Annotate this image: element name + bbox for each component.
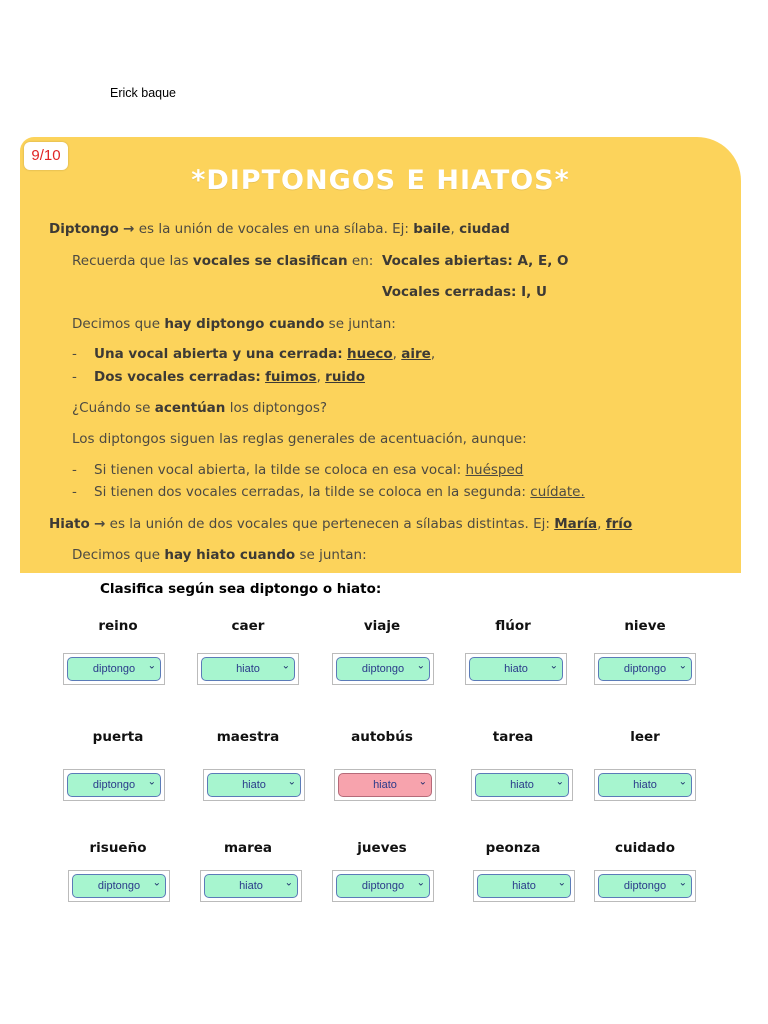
answer-dropdown-frame (471, 769, 573, 801)
cuando-text-3: los diptongos? (229, 400, 328, 416)
chevron-down-icon: ⌄ (555, 776, 564, 788)
decimos-hiato-line (72, 547, 367, 563)
answer-dropdown-frame (473, 870, 575, 902)
chevron-down-icon: ⌄ (678, 660, 687, 672)
answer-value: hiato (236, 663, 260, 675)
answer-select[interactable] (67, 773, 161, 797)
chevron-down-icon: ⌄ (678, 877, 687, 889)
page-title: *DIPTONGOS E HIATOS* (191, 165, 570, 196)
answer-dropdown-frame (594, 769, 696, 801)
quiz-word: jueves (357, 840, 407, 856)
answer-select[interactable] (475, 773, 569, 797)
answer-select[interactable] (598, 773, 692, 797)
quiz-word: marea (223, 840, 273, 856)
author-name: Erick baque (110, 86, 177, 100)
chevron-down-icon: ⌄ (416, 877, 425, 889)
example-ruido: ruido (325, 369, 365, 385)
answer-select[interactable] (336, 657, 430, 681)
answer-value: hiato (512, 880, 536, 892)
chevron-down-icon: ⌄ (418, 776, 427, 788)
example-huesped: huésped (465, 462, 524, 478)
recuerda-line (72, 253, 569, 269)
quiz-word: peonza (485, 840, 541, 856)
answer-dropdown-frame (200, 870, 302, 902)
answer-dropdown-frame (334, 769, 436, 801)
regla-1: - Si tienen vocal abierta, la tilde se coloca en esa vocal: huésped (72, 462, 524, 478)
right-arrow-icon: → (123, 221, 135, 237)
chevron-down-icon: ⌄ (281, 660, 290, 672)
chevron-down-icon: ⌄ (147, 660, 156, 672)
answer-select[interactable] (204, 874, 298, 898)
answer-dropdown-frame (332, 653, 434, 685)
answer-value: hiato (373, 779, 397, 791)
example-fuimos: fuimos (265, 369, 317, 385)
quiz-word: maestra (216, 729, 280, 745)
cuando-text-1: ¿Cuándo se (72, 400, 151, 416)
quiz-word: puerta (92, 729, 144, 745)
answer-dropdown-frame (63, 653, 165, 685)
decimos-text-1: Decimos que (72, 316, 161, 332)
diptongo-def-text: es la unión de vocales en una sílaba. Ej: (138, 221, 409, 237)
answer-value: hiato (510, 779, 534, 791)
regla-1-text: Si tienen vocal abierta, la tilde se coloca en esa vocal: (94, 462, 462, 478)
quiz-word: tarea (492, 729, 534, 745)
answer-select[interactable] (72, 874, 166, 898)
answer-value: hiato (504, 663, 528, 675)
bullet-2: - Dos vocales cerradas: fuimos, ruido (72, 369, 365, 385)
answer-dropdown-frame (63, 769, 165, 801)
reglas-line: Los diptongos siguen las reglas generales de acentuación, aunque: (72, 431, 527, 447)
example-baile: baile (413, 221, 451, 237)
answer-dropdown-frame (197, 653, 299, 685)
example-cuidate: cuídate. (530, 484, 585, 500)
quiz-word: leer (630, 729, 660, 745)
answer-select[interactable] (477, 874, 571, 898)
answer-dropdown-frame (465, 653, 567, 685)
recuerda-text-2: vocales se clasifican (192, 253, 348, 269)
quiz-word: autobús (351, 729, 413, 745)
quiz-word: risueño (89, 840, 147, 856)
chevron-down-icon: ⌄ (416, 660, 425, 672)
hiato-def-text: es la unión de dos vocales que pertenecen a sílabas distintas. Ej: (109, 516, 550, 532)
answer-select[interactable] (469, 657, 563, 681)
example-hueco: hueco (347, 346, 393, 362)
answer-value: hiato (239, 880, 263, 892)
hiato-dec-text-2: hay hiato cuando (164, 547, 296, 563)
answer-value: diptongo (623, 663, 667, 675)
regla-2-text: Si tienen dos vocales cerradas, la tilde se coloca en la segunda: (94, 484, 526, 500)
diptongo-definition: Diptongo → es la unión de vocales en una sílaba. Ej: baile, ciudad (49, 221, 510, 237)
answer-value: diptongo (361, 663, 405, 675)
vocales-cerradas: Vocales cerradas: I, U (382, 284, 547, 300)
hiato-definition: Hiato → es la unión de dos vocales que pertenecen a sílabas distintas. Ej: María, frío (49, 516, 633, 532)
recuerda-text-1: Recuerda que las (72, 253, 189, 269)
quiz-word: flúor (495, 618, 531, 634)
hiato-dec-text-3: se juntan: (299, 547, 367, 563)
quiz-word: reino (98, 618, 138, 634)
answer-select[interactable] (336, 874, 430, 898)
answer-select[interactable] (338, 773, 432, 797)
answer-select[interactable] (201, 657, 295, 681)
answer-value: diptongo (92, 779, 136, 791)
answer-select[interactable] (598, 657, 692, 681)
answer-select[interactable] (207, 773, 301, 797)
bullet-2-text: Dos vocales cerradas: (94, 369, 261, 385)
answer-dropdown-frame (594, 653, 696, 685)
bullet-1: - Una vocal abierta y una cerrada: hueco, aire, (72, 346, 436, 362)
answer-dropdown-frame (332, 870, 434, 902)
chevron-down-icon: ⌄ (678, 776, 687, 788)
cuando-text-2: acentúan (154, 400, 226, 416)
vocales-cerradas-line (382, 284, 547, 300)
regla-2: - Si tienen dos vocales cerradas, la tilde se coloca en la segunda: cuídate. (72, 484, 585, 500)
chevron-down-icon: ⌄ (147, 776, 156, 788)
recuerda-text-3: en: (351, 253, 374, 269)
quiz-word: viaje (363, 618, 401, 634)
quiz-word: nieve (624, 618, 666, 634)
chevron-down-icon: ⌄ (549, 660, 558, 672)
answer-value: hiato (633, 779, 657, 791)
answer-dropdown-frame (203, 769, 305, 801)
quiz-word: caer (231, 618, 265, 634)
quiz-instruction: Clasifica según sea diptongo o hiato: (100, 581, 382, 597)
answer-dropdown-frame (594, 870, 696, 902)
example-aire: aire (401, 346, 431, 362)
answer-select[interactable] (67, 657, 161, 681)
chevron-down-icon: ⌄ (287, 776, 296, 788)
vocales-abiertas: Vocales abiertas: A, E, O (381, 253, 569, 269)
cuando-line (72, 400, 327, 416)
answer-value: hiato (242, 779, 266, 791)
answer-value: diptongo (97, 880, 141, 892)
decimos-text-2: hay diptongo cuando (164, 316, 325, 332)
chevron-down-icon: ⌄ (152, 877, 161, 889)
example-ciudad: ciudad (459, 221, 510, 237)
diptongo-term: Diptongo (49, 221, 119, 237)
hiato-term: Hiato (49, 516, 90, 532)
score-badge: 9/10 (24, 142, 68, 170)
example-maria: María (554, 516, 598, 532)
answer-value: diptongo (92, 663, 136, 675)
answer-dropdown-frame (68, 870, 170, 902)
quiz-word: cuidado (615, 840, 675, 856)
decimos-text-3: se juntan: (328, 316, 396, 332)
bullet-1-text: Una vocal abierta y una cerrada: (94, 346, 343, 362)
answer-value: diptongo (361, 880, 405, 892)
right-arrow-icon: → (94, 516, 106, 532)
answer-value: diptongo (623, 880, 667, 892)
answer-select[interactable] (598, 874, 692, 898)
chevron-down-icon: ⌄ (557, 877, 566, 889)
example-frio: frío (605, 516, 633, 532)
decimos-diptongo-line (72, 316, 396, 332)
theory-panel (20, 137, 741, 573)
chevron-down-icon: ⌄ (284, 877, 293, 889)
hiato-dec-text-1: Decimos que (72, 547, 161, 563)
